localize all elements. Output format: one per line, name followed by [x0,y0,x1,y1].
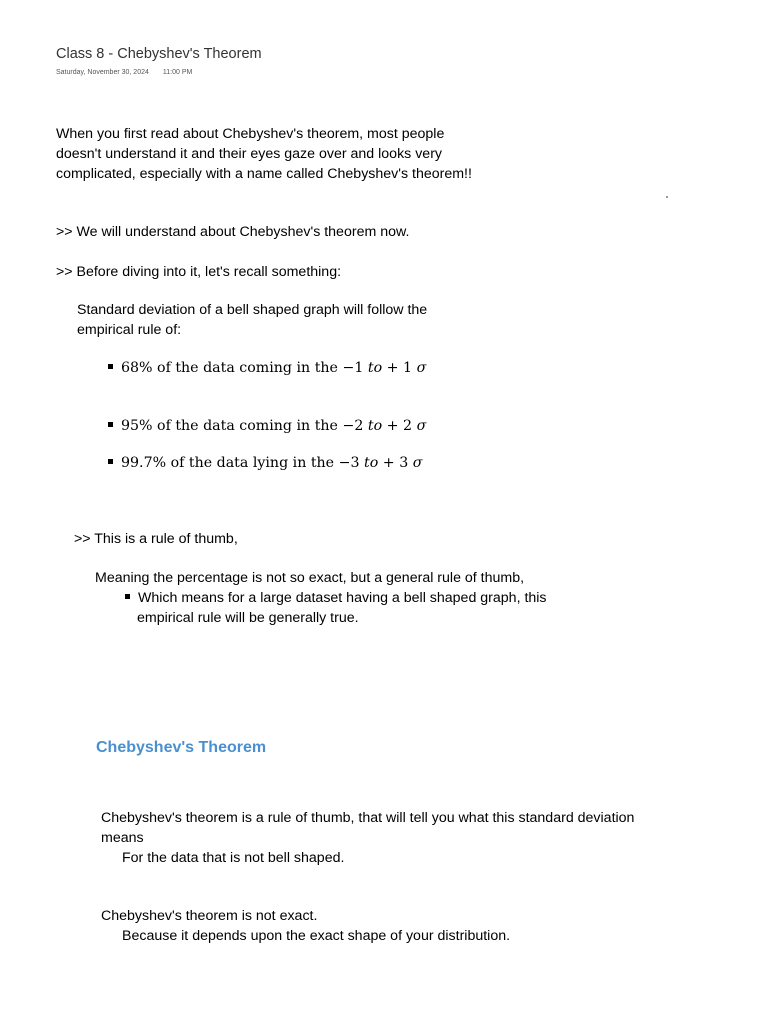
bullet-square-icon [108,459,113,464]
chebyshev-line: means [101,830,144,846]
page-time: 11:00 PM [162,69,193,76]
thumb-meaning: Meaning the percentage is not so exact, but a general rule of thumb, [95,570,525,586]
empirical-line: empirical rule of: [77,322,182,338]
item-math: −3 to + 3 σ [338,455,423,471]
stray-dot [666,196,668,198]
empirical-item [108,360,426,376]
chebyshev-line: Chebyshev's theorem is not exact. [101,908,318,924]
intro-paragraph [56,124,472,184]
chebyshev-line: Chebyshev's theorem is a rule of thumb, that will tell you what this standard deviation [101,810,635,826]
intro-line: complicated, especially with a name called Chebyshev's theorem!! [56,166,472,182]
item-text: 99.7% of the data lying in the [121,455,339,471]
page-date: Saturday, November 30, 2024 [56,69,149,76]
chebyshev-line: Because it depends upon the exact shape of your distribution. [122,928,511,944]
bullet-square-icon [108,422,113,427]
section-heading: Chebyshev's Theorem [96,739,267,756]
chebyshev-line: For the data that is not bell shaped. [122,850,345,866]
note-recall: >> Before diving into it, let's recall something: [56,264,342,280]
bullet-square-icon [125,594,130,599]
intro-line: When you first read about Chebyshev's theorem, most people [56,126,445,142]
thumb-bullet [125,588,547,628]
thumb-title: >> This is a rule of thumb, [74,531,238,547]
item-math: −2 to + 2 σ [342,418,427,434]
empirical-intro [77,300,427,340]
chebyshev-paragraph-1 [101,808,634,868]
bullet-square-icon [108,364,113,369]
empirical-item [108,418,426,434]
empirical-line: Standard deviation of a bell shaped graph will follow the [77,302,428,318]
chebyshev-paragraph-2 [101,906,510,946]
note-understand: >> We will understand about Chebyshev's theorem now. [56,224,410,240]
item-text: 68% of the data coming in the [121,360,343,376]
intro-line: doesn't understand it and their eyes gaze over and looks very [56,146,443,162]
thumb-bullet-line: Which means for a large dataset having a bell shaped graph, this [138,590,547,606]
page-title: Class 8 - Chebyshev's Theorem [56,46,262,62]
item-text: 95% of the data coming in the [121,418,343,434]
thumb-bullet-line: empirical rule will be generally true. [137,610,359,626]
page-meta [56,69,192,76]
item-math: −1 to + 1 σ [342,360,427,376]
empirical-item [108,455,422,471]
